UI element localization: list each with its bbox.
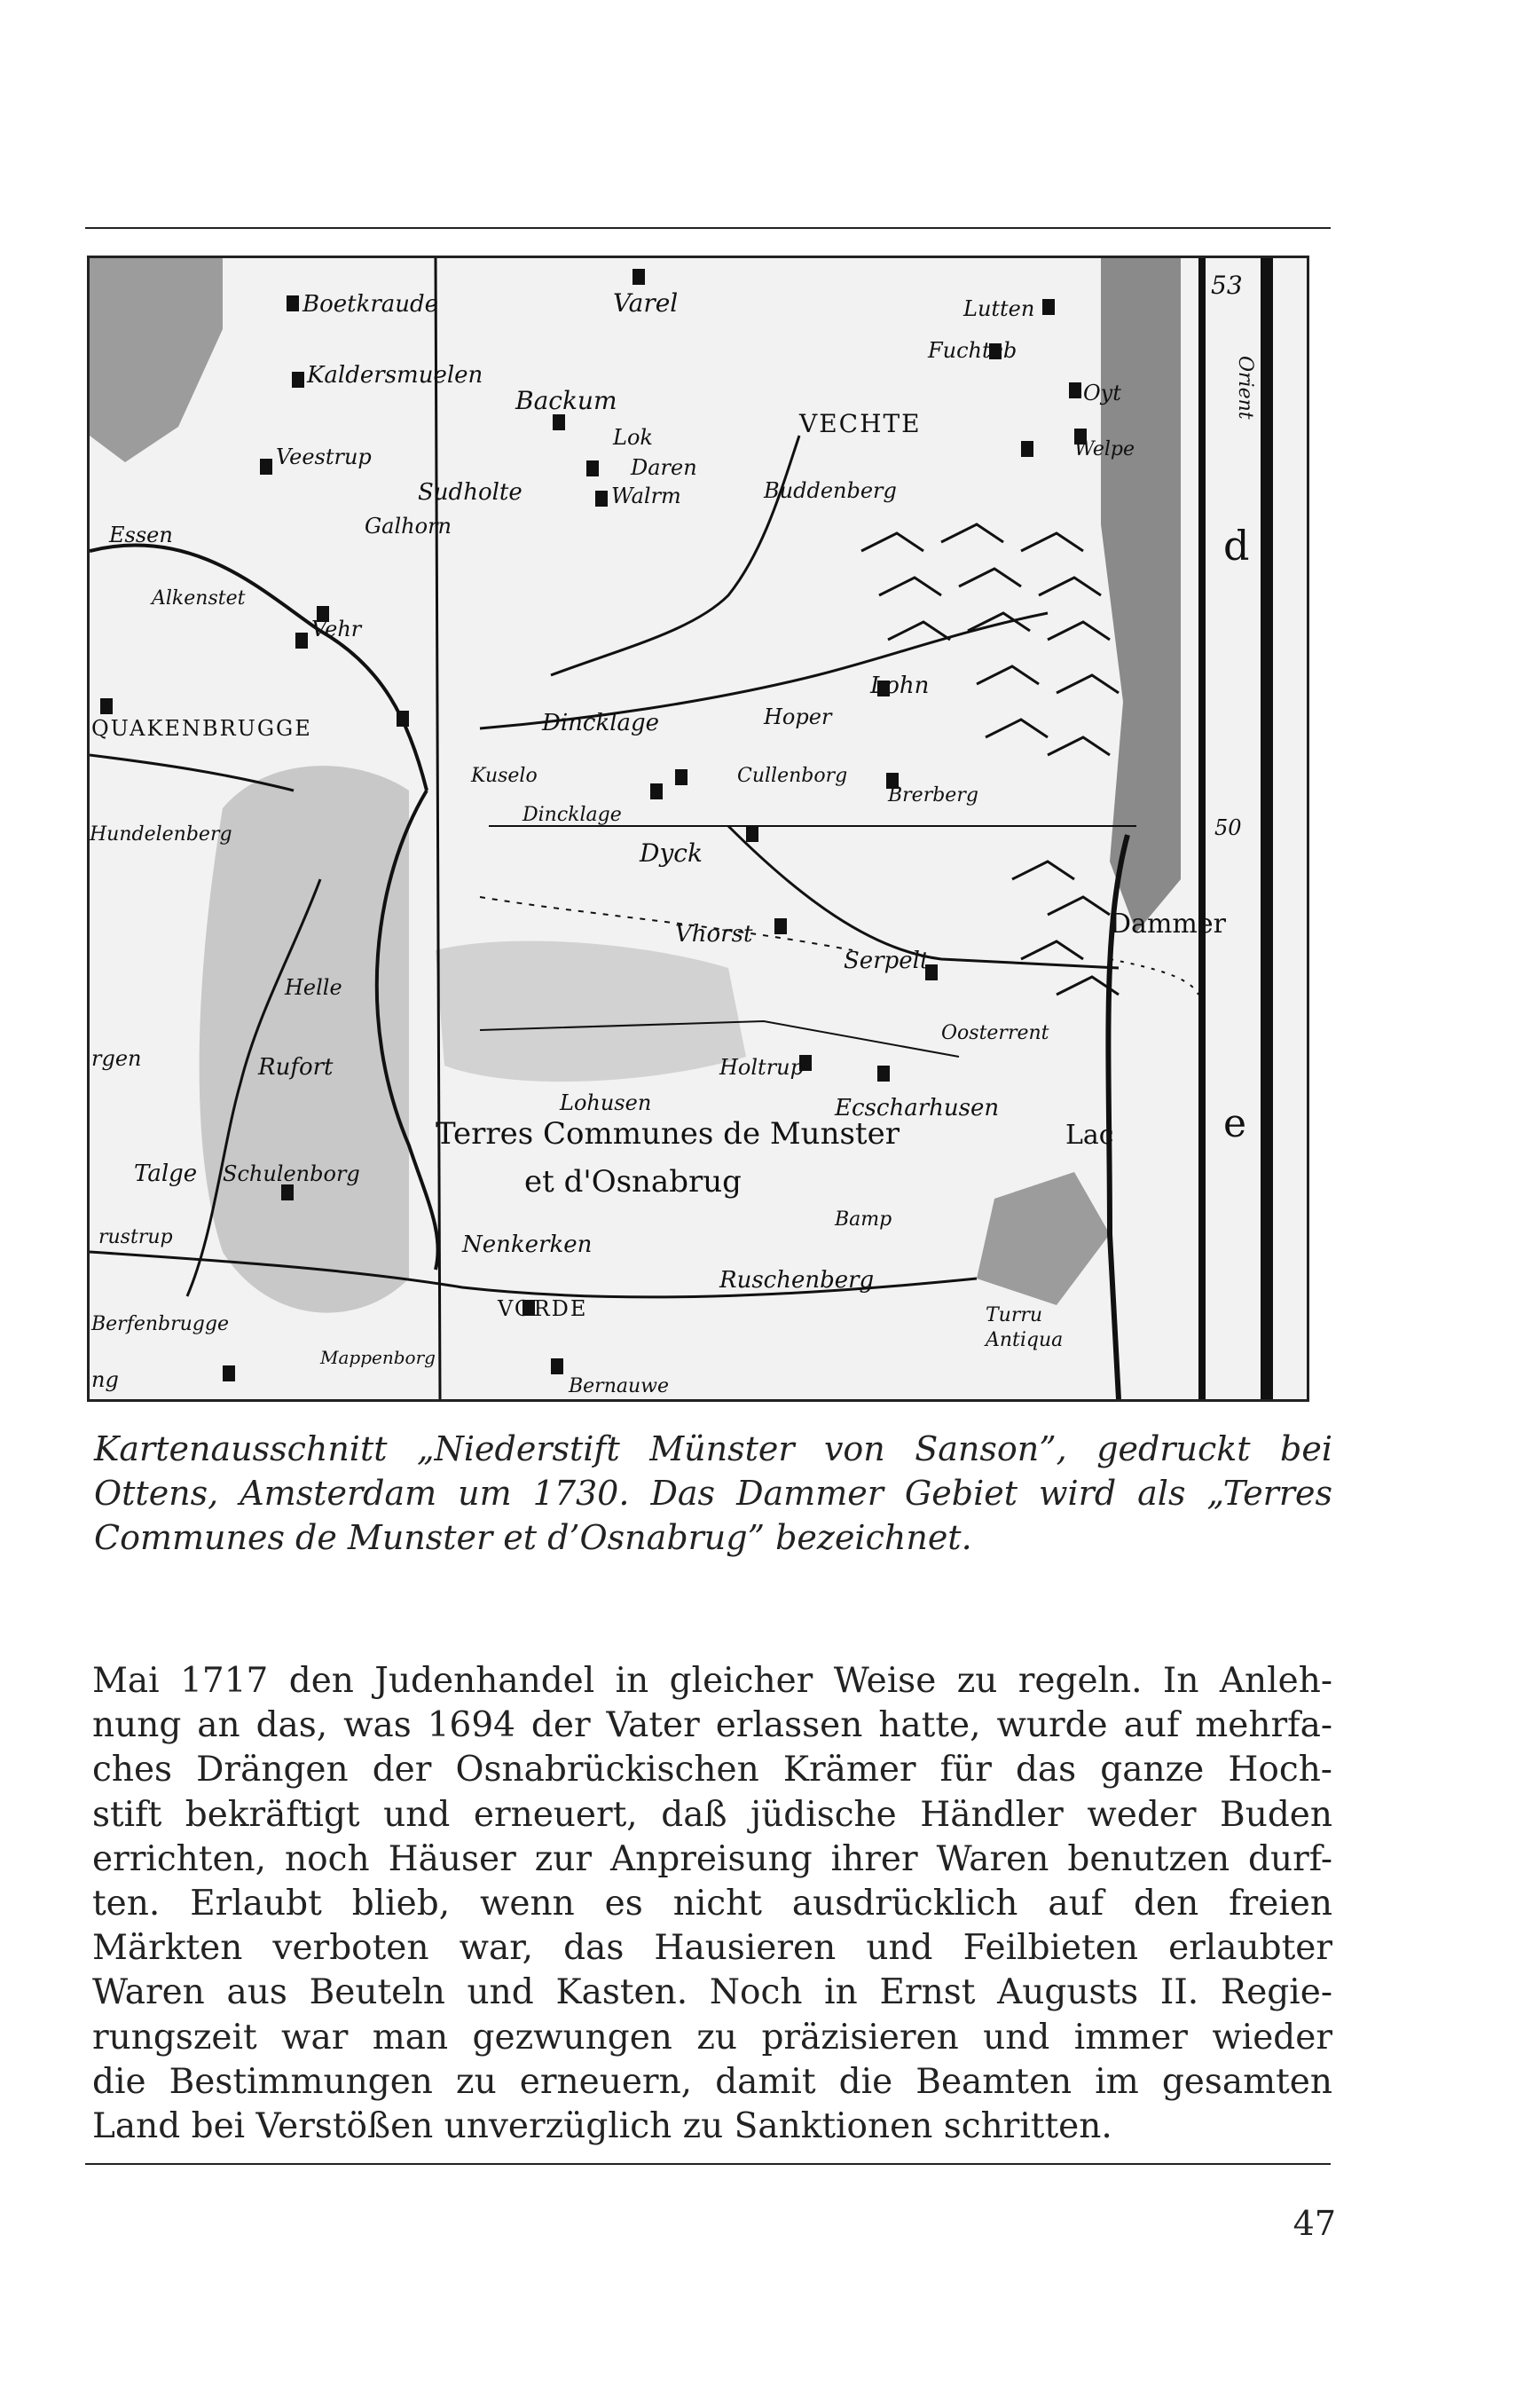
- map-label-waltrm: Walrm: [611, 484, 681, 508]
- map-label-brerberg: Brerberg: [888, 784, 978, 807]
- body-line: nung an das, was 1694 der Vater erlassen hatte, wurde auf mehrfa-: [92, 1705, 1332, 1746]
- map-label-daren: Daren: [631, 455, 697, 480]
- map-label-varel: Varel: [613, 288, 679, 318]
- page-number: 47: [1292, 2204, 1336, 2243]
- top-rule: [85, 227, 1331, 229]
- map-label-galhorn: Galhorn: [365, 514, 452, 539]
- body-line: stift bekräftigt und erneuert, daß jüdische Händler weder Buden: [92, 1794, 1332, 1835]
- map-caption: [94, 1427, 1332, 1560]
- map-label-ecscharhusen: Ecscharhusen: [835, 1095, 1000, 1121]
- body-line: Märkten verboten war, das Hausieren und Feilbieten erlaubter: [92, 1928, 1332, 1969]
- historical-map-figure: [87, 256, 1309, 1402]
- map-label-lohusen: Lohusen: [560, 1090, 652, 1115]
- body-paragraph: [92, 1659, 1332, 2149]
- map-label-kuselo: Kuselo: [471, 765, 538, 787]
- map-label-alkenstet: Alkenstet: [152, 587, 246, 610]
- map-label-mappenborg: Mappenborg: [320, 1347, 436, 1368]
- map-drawing: [90, 258, 1307, 1399]
- map-label-ng: ng: [91, 1367, 119, 1392]
- body-line: ten. Erlaubt blieb, wenn es nicht ausdrücklich auf den freien: [92, 1884, 1332, 1924]
- body-line: Waren aus Beuteln und Kasten. Noch in Ernst Augusts II. Regie-: [92, 1972, 1332, 2013]
- map-label-lutten: Lutten: [963, 296, 1035, 321]
- map-label-orient: Orient: [1234, 356, 1256, 420]
- map-label-oyt: Oyt: [1083, 381, 1121, 405]
- map-label-vorde: VORDE: [498, 1296, 588, 1321]
- map-label-cullenborg: Cullenborg: [737, 765, 848, 787]
- map-label-dammer: Dammer: [1110, 909, 1226, 940]
- map-label-veestrup: Veestrup: [276, 445, 372, 469]
- map-label-vhorst: Vhorst: [675, 921, 753, 948]
- map-label-buddenberg: Buddenberg: [764, 478, 897, 503]
- hill-hatching: [861, 524, 1119, 995]
- map-label-ruschenberg: Ruschenberg: [719, 1267, 875, 1294]
- map-label-kaldersmuelen: Kaldersmuelen: [307, 362, 483, 389]
- map-label-backum: Backum: [515, 386, 617, 415]
- map-label-lac: Lac: [1065, 1120, 1114, 1151]
- map-label-schulenborg: Schulenborg: [223, 1161, 360, 1186]
- map-label-vehr: Vehr: [311, 617, 362, 641]
- map-label-hoper: Hoper: [764, 704, 832, 729]
- body-line: Mai 1717 den Judenhandel in gleicher Weise zu regeln. In Anleh-: [92, 1661, 1332, 1701]
- map-label-rgen: rgen: [91, 1046, 142, 1071]
- map-label-berfenbrugge: Berfenbrugge: [91, 1313, 229, 1335]
- map-label-rustrup: rustrup: [98, 1226, 173, 1248]
- map-label-lohn: Lohn: [870, 673, 930, 699]
- map-label-rufort: Rufort: [258, 1054, 334, 1081]
- map-label-talge: Talge: [134, 1161, 198, 1187]
- body-line: ches Drängen der Osnabrückischen Krämer für das ganze Hoch-: [92, 1750, 1332, 1790]
- map-label-helle: Helle: [285, 975, 342, 1000]
- map-label-essen: Essen: [109, 523, 173, 547]
- map-label-nenkerken: Nenkerken: [462, 1231, 593, 1258]
- map-label-hundelenberg: Hundelenberg: [90, 823, 232, 846]
- map-label-serpelt: Serpelt: [844, 948, 930, 974]
- body-line: rungszeit war man gezwungen zu präzisieren und immer wieder: [92, 2017, 1332, 2058]
- map-label-lat53: 53: [1211, 271, 1243, 300]
- map-label-welpe: Welpe: [1074, 438, 1135, 460]
- map-label-bernauwe: Bernauwe: [569, 1375, 670, 1397]
- map-label-lok: Lok: [613, 425, 653, 450]
- map-label-vechte: VECHTE: [799, 409, 922, 438]
- caption-line: Communes de Munster et d’Osnabrug” bezeichnet.: [94, 1518, 972, 1557]
- map-label-terres: Terres Communes de Munster: [436, 1116, 900, 1152]
- map-label-boetkraude: Boetkraude: [302, 291, 439, 318]
- body-line: die Bestimmungen zu erneuern, damit die Beamten im gesamten: [92, 2061, 1332, 2102]
- map-label-turru: Turru: [986, 1304, 1043, 1326]
- map-label-lat50: 50: [1214, 815, 1242, 840]
- caption-line: Kartenausschnitt „Niederstift Münster von Sanson”, gedruckt bei: [94, 1429, 1332, 1468]
- bottom-rule: [85, 2163, 1331, 2165]
- map-label-holtrup: Holtrup: [719, 1055, 804, 1080]
- map-label-sudholte: Sudholte: [418, 479, 522, 506]
- map-label-quakenbrugge: QUAKENBRUGGE: [91, 716, 312, 741]
- map-label-dincklage: Dincklage: [542, 710, 660, 736]
- caption-line: Ottens, Amsterdam um 1730. Das Dammer Gebiet wird als „Terres: [94, 1474, 1332, 1513]
- map-label-et-osnabrug: et d'Osnabrug: [524, 1164, 742, 1200]
- map-label-dyck: Dyck: [640, 838, 703, 868]
- map-label-side-e: e: [1223, 1101, 1247, 1146]
- map-label-oosterrent: Oosterrent: [941, 1022, 1049, 1044]
- map-label-side-d: d: [1223, 522, 1250, 570]
- map-label-dincklage2: Dincklage: [522, 804, 622, 826]
- map-label-antiqua: Antiqua: [986, 1329, 1064, 1351]
- map-label-fuchteb: Fuchteb: [928, 338, 1018, 363]
- body-line: Land bei Verstößen unverzüglich zu Sanktionen schritten.: [92, 2106, 1112, 2147]
- body-line: errichten, noch Häuser zur Anpreisung ihrer Waren benutzen durf-: [92, 1838, 1332, 1879]
- map-label-bamp: Bamp: [835, 1208, 892, 1231]
